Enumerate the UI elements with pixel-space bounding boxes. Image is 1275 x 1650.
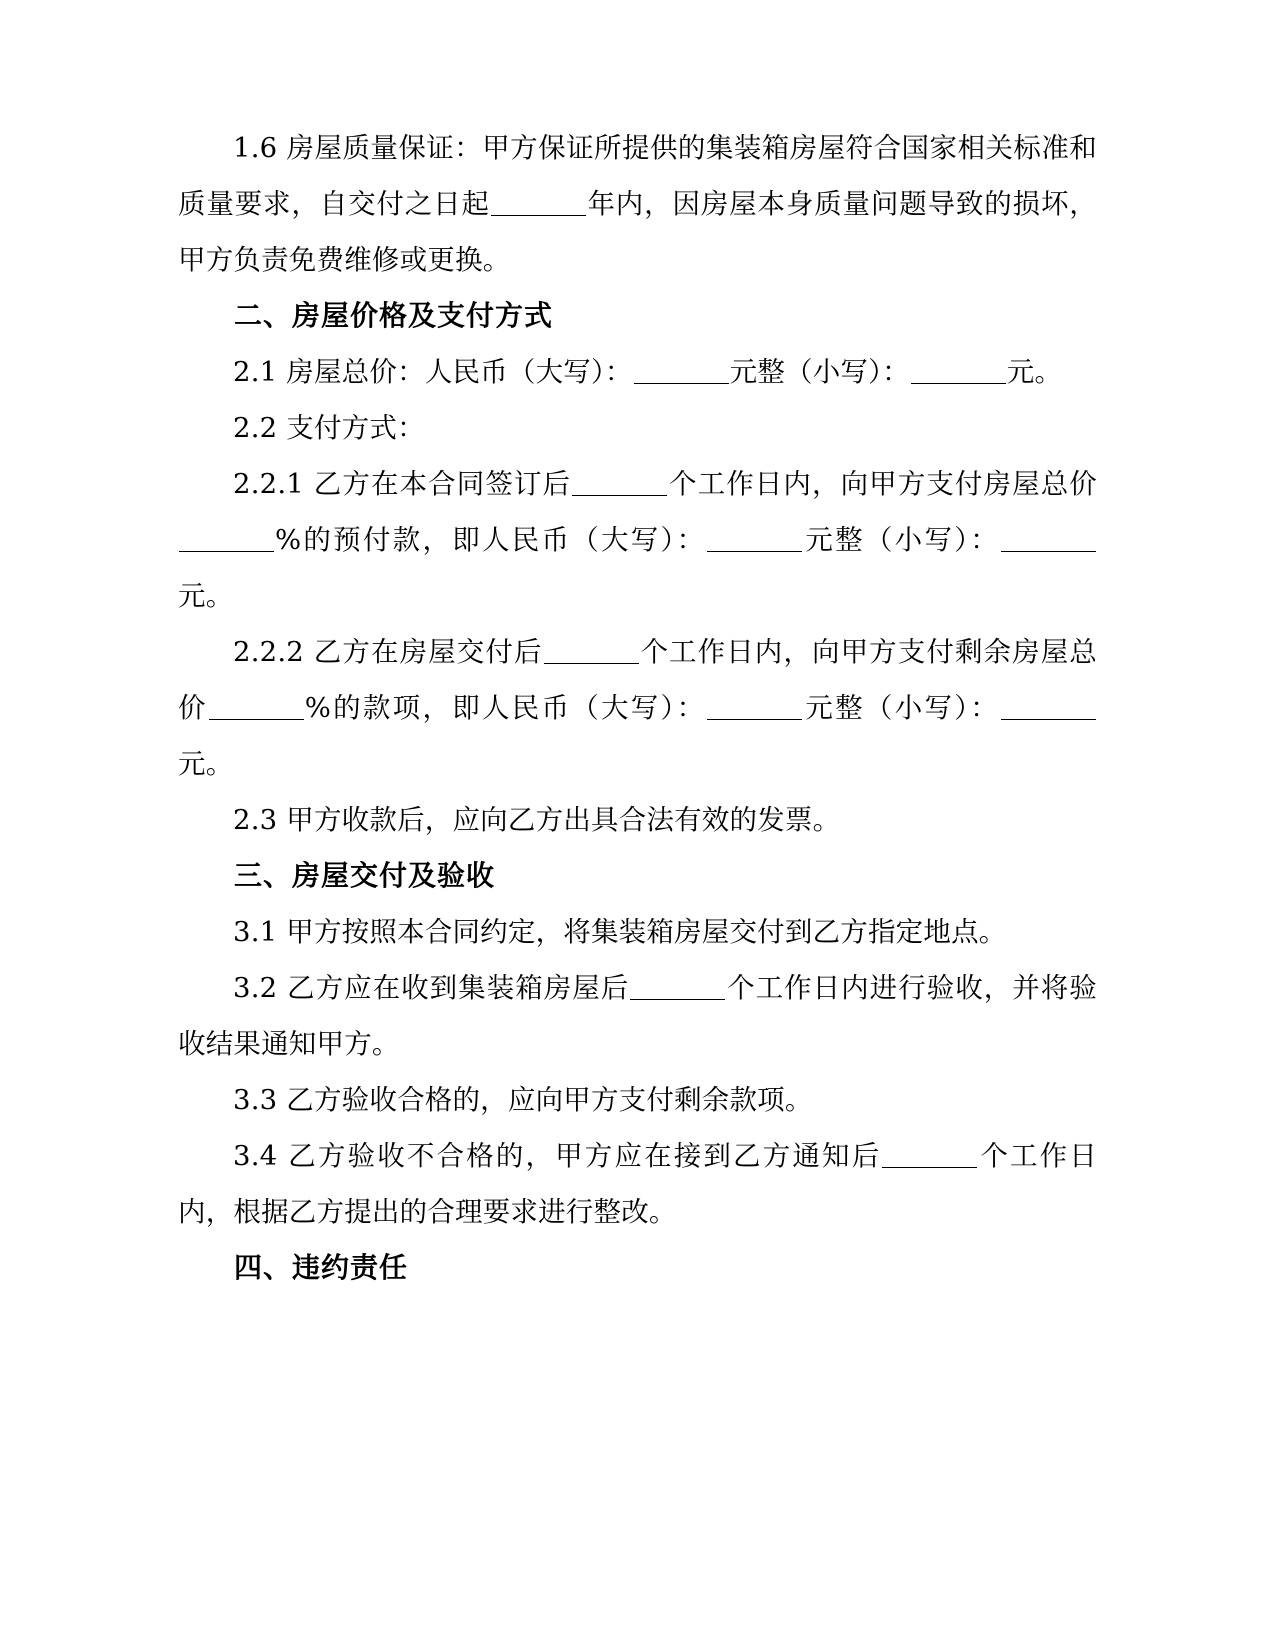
text-run: 3.1 甲方按照本合同约定，将集装箱房屋交付到乙方指定地点。 [233,916,1007,948]
fill-in-blank[interactable] [911,356,1006,385]
clause-3-2 [178,960,1097,1072]
text-run: 个工作日内进行验收，并将验收结果通知甲方。 [178,972,1097,1060]
clause-1-6 [178,120,1097,288]
text-run: 元。 [1006,356,1063,388]
text-run: 2.2 支付方式： [233,412,425,444]
text-run: 元。 [178,748,234,780]
clause-2-2-1 [178,456,1097,624]
text-run: 元整（小写）： [729,356,910,388]
clause-2-1 [178,344,1097,400]
fill-in-blank[interactable] [630,972,725,1001]
section-3-heading [178,848,1097,904]
fill-in-blank[interactable] [707,692,802,721]
fill-in-blank[interactable] [572,468,667,497]
text-run: 个工作日内，向甲方支付剩余房屋总价 [178,636,1098,724]
clause-3-4 [178,1128,1097,1240]
text-run: 年内，因房屋本身质量问题导致的损坏，甲方负责免费维修或更换。 [178,188,1097,276]
text-run: 个工作日内，向甲方支付房屋总价 [668,468,1097,500]
section-2-heading [178,288,1097,344]
text-run: 3.4 乙方验收不合格的，甲方应在接到乙方通知后 [233,1140,882,1172]
section-4-heading [178,1240,1097,1296]
text-run: 3.3 乙方验收合格的，应向甲方支付剩余款项。 [233,1084,813,1116]
fill-in-blank[interactable] [491,188,586,217]
fill-in-blank[interactable] [1001,524,1096,553]
text-run: 2.1 房屋总价：人民币（大写）： [233,356,633,388]
text-run: 元。 [178,580,234,612]
fill-in-blank[interactable] [882,1140,977,1169]
text-run: 2.3 甲方收款后，应向乙方出具合法有效的发票。 [233,804,841,836]
fill-in-blank[interactable] [179,524,274,553]
section-3-heading-text: 三、房屋交付及验收 [234,859,496,892]
text-run: %的款项，即人民币（大写）： [304,692,707,724]
clause-2-3 [178,792,1097,848]
document-body [178,120,1097,1296]
section-4-heading-text: 四、违约责任 [234,1251,409,1284]
fill-in-blank[interactable] [1001,692,1096,721]
clause-2-2-2 [178,624,1097,792]
text-run: 1.6 房屋质量保证：甲方保证所提供的集装箱房屋符合国家相关标准和质量要求，自交付之日起 [178,132,1097,220]
text-run: 元整（小写）： [803,524,1000,556]
text-run: 3.2 乙方应在收到集装箱房屋后 [233,972,630,1004]
text-run: 2.2.1 乙方在本合同签订后 [233,468,572,500]
section-2-heading-text: 二、房屋价格及支付方式 [234,299,554,332]
fill-in-blank[interactable] [707,524,802,553]
fill-in-blank[interactable] [209,692,304,721]
text-run: %的预付款，即人民币（大写）： [275,524,707,556]
text-run: 元整（小写）： [803,692,1000,724]
clause-3-3 [178,1072,1097,1128]
text-run: 2.2.2 乙方在房屋交付后 [233,636,543,668]
clause-2-2 [178,400,1097,456]
fill-in-blank[interactable] [544,636,639,665]
clause-3-1 [178,904,1097,960]
fill-in-blank[interactable] [634,356,729,385]
text-run: 个工作日内，根据乙方提出的合理要求进行整改。 [178,1140,1097,1228]
